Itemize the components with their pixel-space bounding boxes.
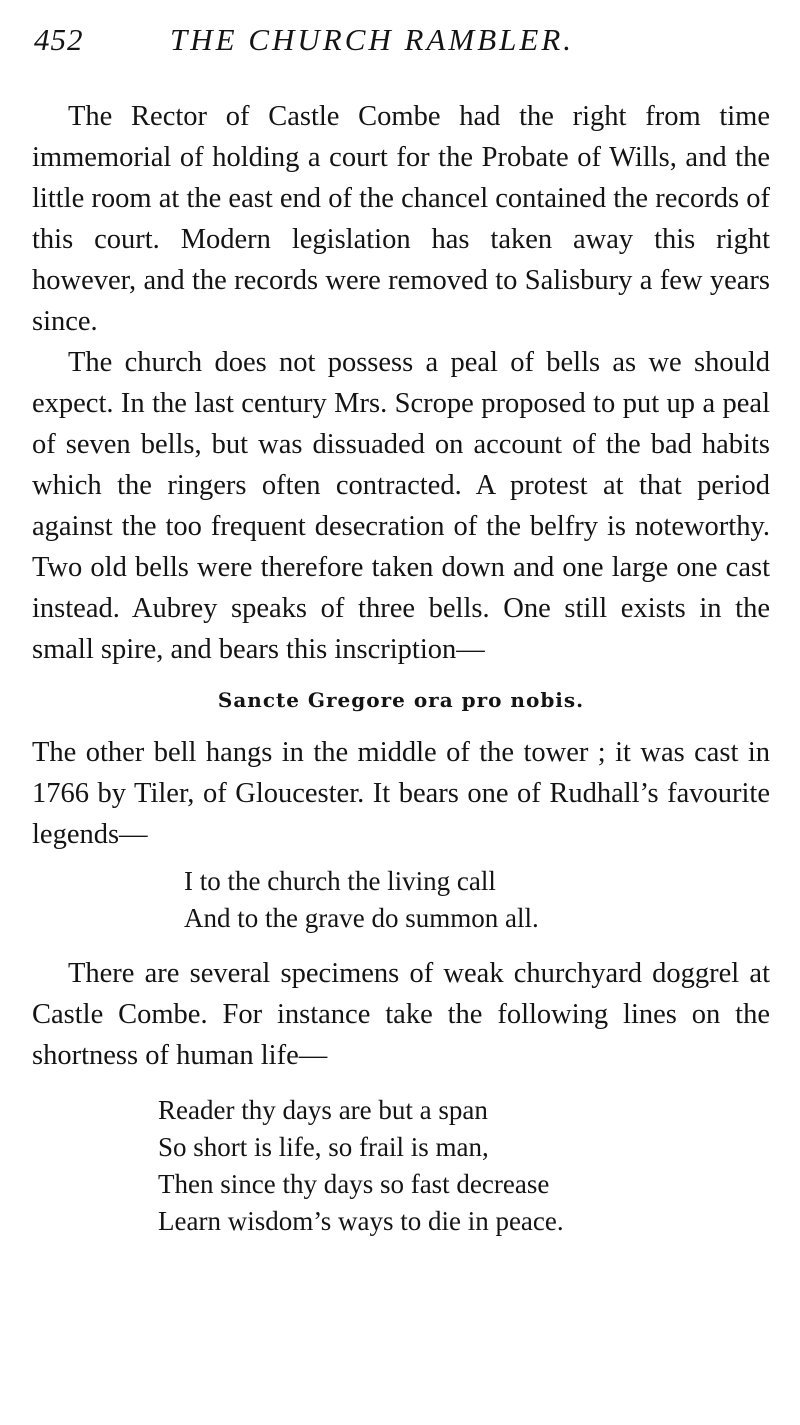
verse-line: So short is life, so frail is man, bbox=[158, 1132, 489, 1162]
page-header bbox=[34, 18, 774, 62]
paragraph-probate-court: The Rector of Castle Combe had the right from time immemorial of holding a court for the Probate of Wills, and the little room at the east end of the chancel contained the records of this court. Modern legislation has taken away this right however, and the records were removed to Salisbury a few years since. bbox=[32, 101, 770, 337]
verse-line: Learn wisdom’s ways to die in peace. bbox=[158, 1206, 564, 1236]
paragraph-bells: The church does not possess a peal of bells as we should expect. In the last century Mrs. Scrope proposed to put up a peal of seven bells, but was dissuaded on account of the bad habits which the ringers often contracted. A protest at that period against the too frequent desecration of the belfry is noteworthy. Two old bells were therefore taken down and one large one cast instead. Aubrey speaks of three bells. One still exists in the small spire, and bears this inscription— bbox=[32, 347, 770, 665]
verse-line: Reader thy days are but a span bbox=[158, 1095, 488, 1125]
paragraph-churchyard-doggrel: There are several specimens of weak churchyard doggrel at Castle Combe. For instance take the following lines on the shortness of human life— bbox=[32, 958, 770, 1071]
bell-inscription: Sancte Gregore ora pro nobis. bbox=[217, 688, 585, 712]
verse-line: I to the church the living call bbox=[184, 866, 496, 896]
running-title: THE CHURCH RAMBLER. bbox=[170, 22, 575, 57]
verse-line: Then since thy days so fast decrease bbox=[158, 1169, 550, 1199]
paragraph-other-bell: The other bell hangs in the middle of the tower ; it was cast in 1766 by Tiler, of Gloucester. It bears one of Rudhall’s favourite legends— bbox=[32, 737, 770, 850]
page-number: 452 bbox=[34, 22, 84, 57]
verse-line: And to the grave do summon all. bbox=[184, 903, 539, 933]
epitaph-verse bbox=[32, 1092, 770, 1240]
page-body bbox=[32, 96, 770, 1256]
bell-legend-verse bbox=[32, 863, 770, 937]
